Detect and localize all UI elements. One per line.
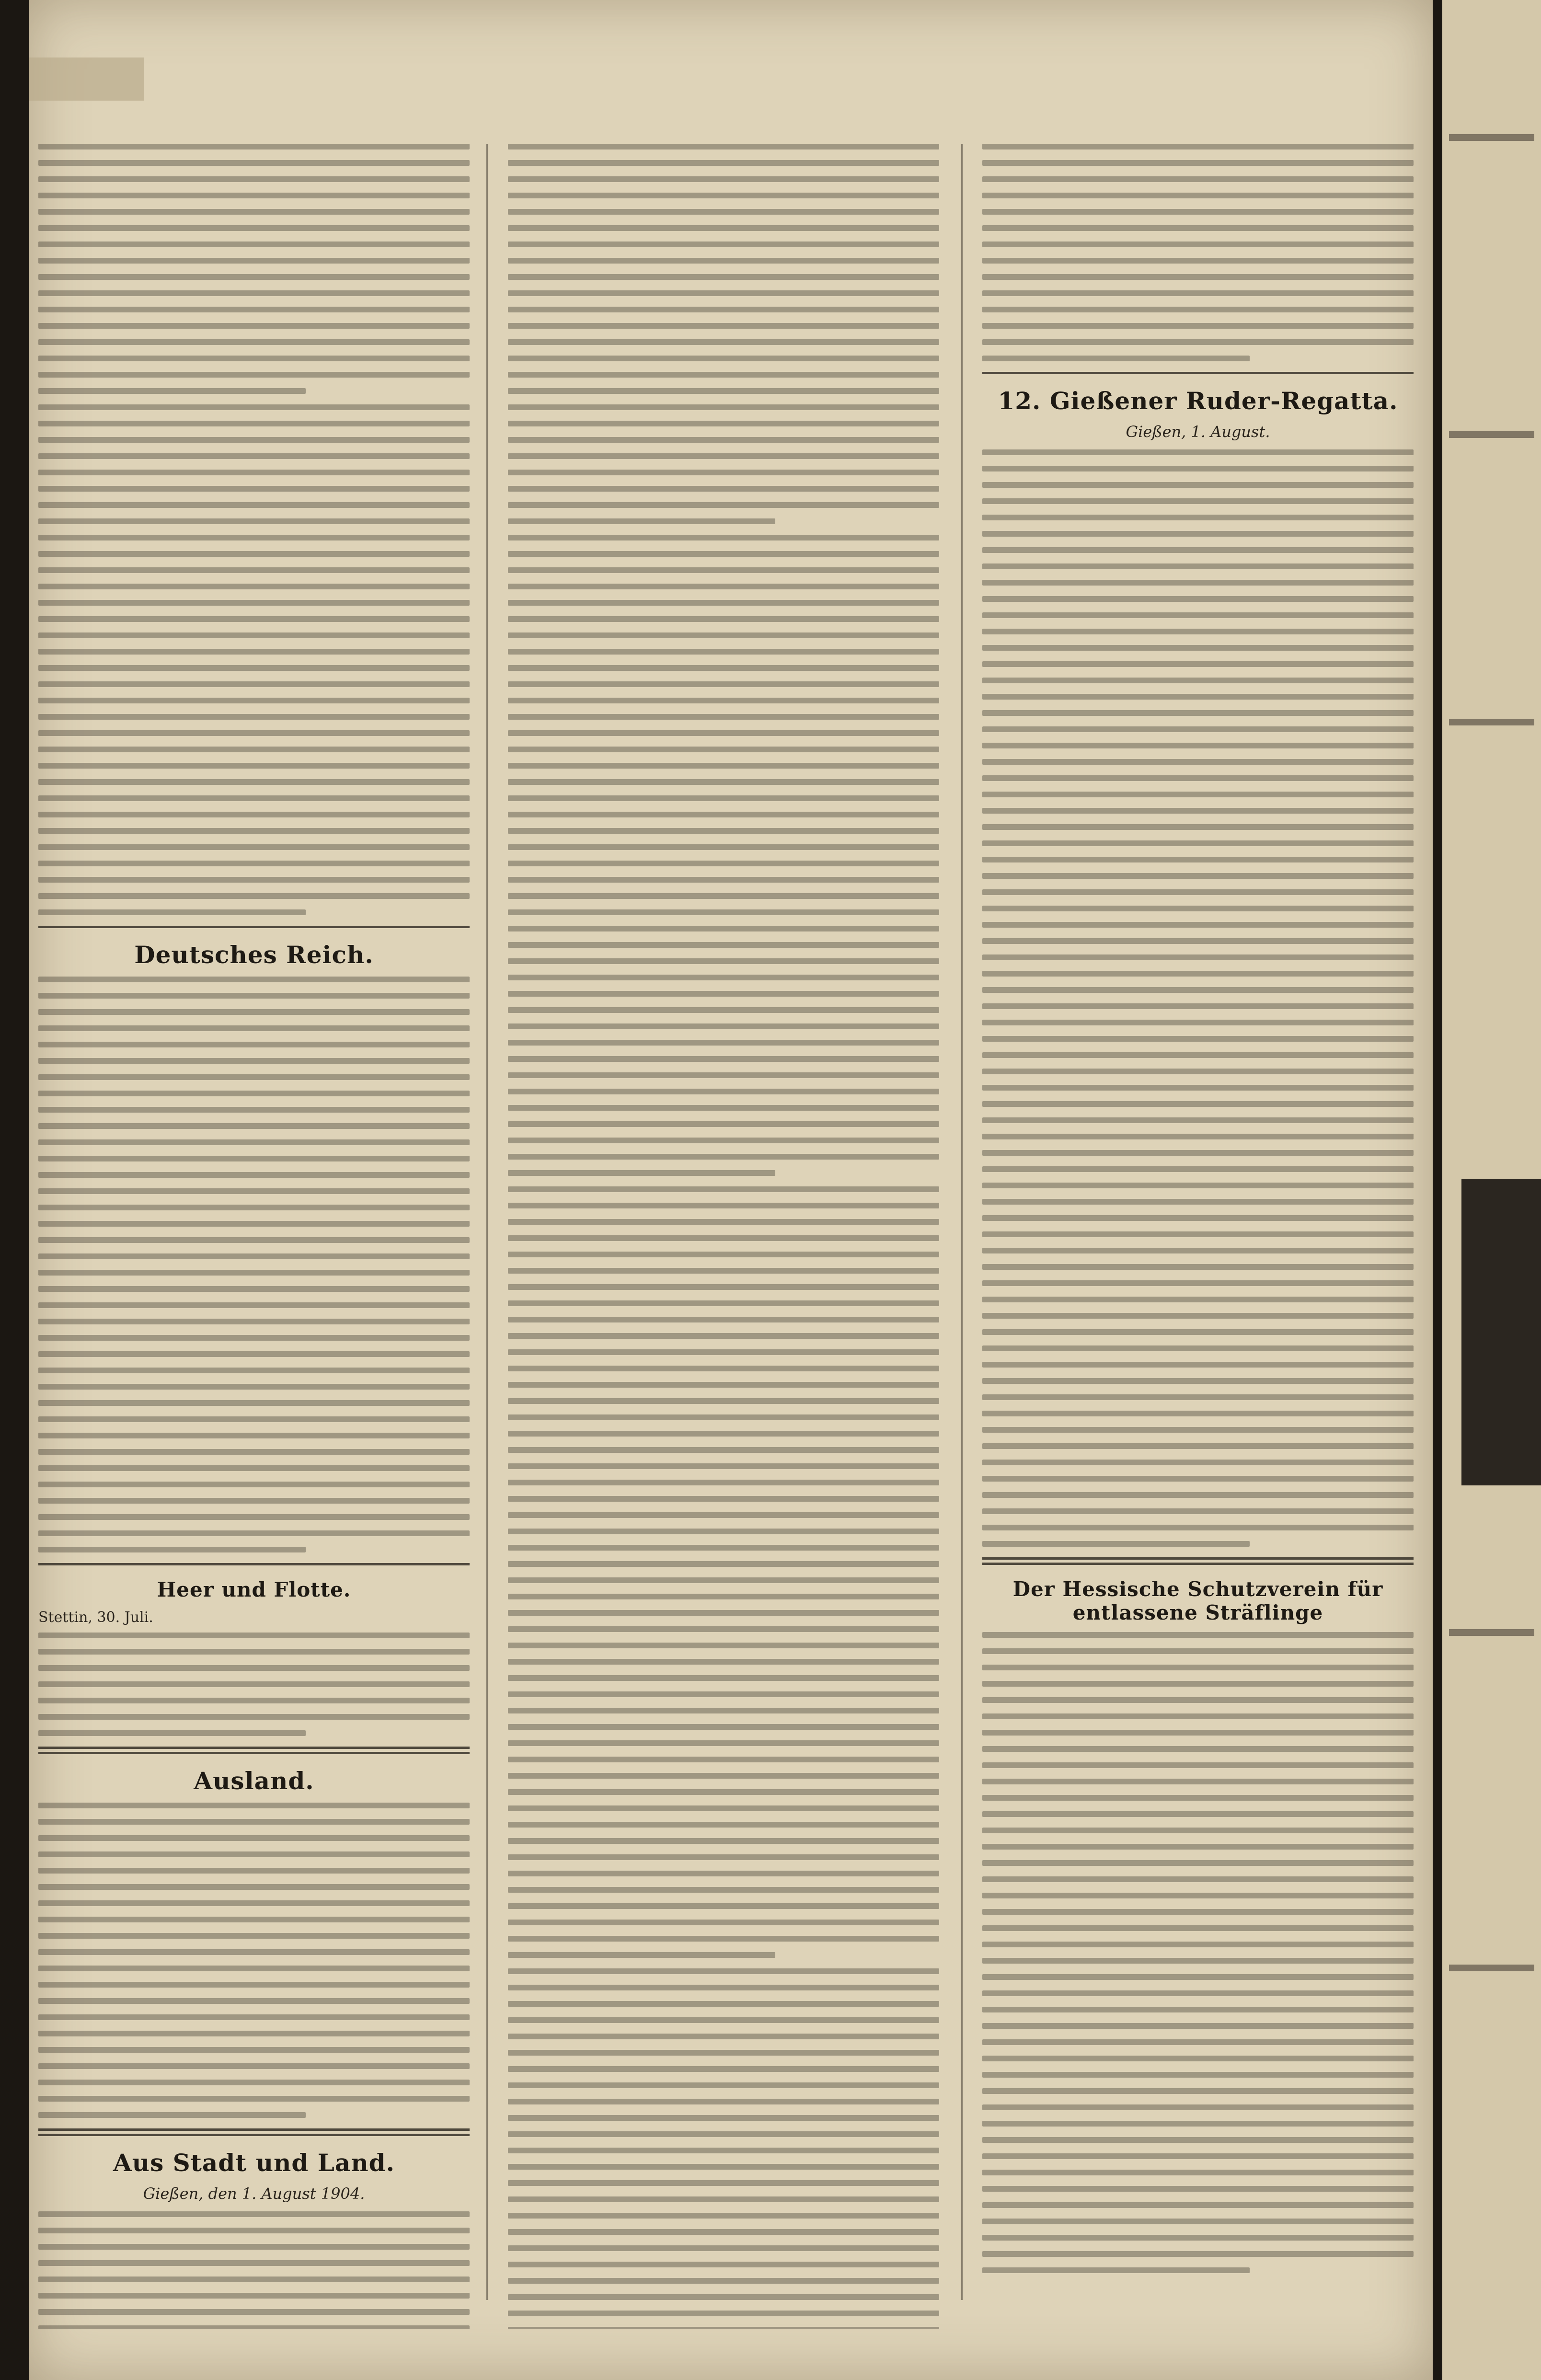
text-block <box>982 144 1414 361</box>
column-divider <box>486 144 488 2300</box>
dateline-regatta: Gießen, 1. August. <box>1126 423 1270 441</box>
text-block <box>508 1186 939 1958</box>
text-block <box>982 1632 1414 2273</box>
column-right <box>982 144 1414 2329</box>
text-block <box>508 144 939 524</box>
text-block <box>38 2211 470 2329</box>
text-block <box>38 404 470 915</box>
adjacent-page-edge <box>1442 0 1541 2380</box>
text-block <box>38 977 470 1552</box>
dateline-giessen: Gießen, den 1. August 1904. <box>143 2185 365 2203</box>
text-block <box>508 1968 939 2329</box>
text-block <box>982 449 1414 1547</box>
column-divider <box>961 144 963 2300</box>
section-rule <box>982 1557 1414 1565</box>
section-heading-aus-stadt-und-land: Aus Stadt und Land. <box>113 2149 395 2177</box>
column-middle <box>508 144 939 2329</box>
text-block <box>38 1633 470 1736</box>
section-rule <box>38 1747 470 1754</box>
section-rule <box>38 2128 470 2136</box>
paper-stain <box>29 57 144 101</box>
section-heading-ausland: Ausland. <box>194 1767 314 1795</box>
section-rule <box>38 926 470 928</box>
adjacent-page-image <box>1461 1179 1541 1485</box>
section-heading-ruder-regatta: 12. Gießener Ruder-Regatta. <box>998 387 1398 415</box>
text-block <box>508 535 939 1176</box>
section-heading-heer-und-flotte: Heer und Flotte. <box>157 1578 351 1601</box>
section-heading-deutsches-reich: Deutsches Reich. <box>134 941 374 969</box>
text-block <box>38 1803 470 2118</box>
newspaper-page <box>29 0 1433 2380</box>
section-heading-schutzverein: Der Hessische Schutzverein für entlassene Sträflinge <box>1012 1577 1383 1624</box>
section-rule <box>38 1563 470 1565</box>
section-rule <box>982 372 1414 374</box>
text-block <box>38 144 470 394</box>
dateline-stettin: Stettin, 30. Juli. <box>38 1609 153 1626</box>
column-left <box>38 144 470 2329</box>
